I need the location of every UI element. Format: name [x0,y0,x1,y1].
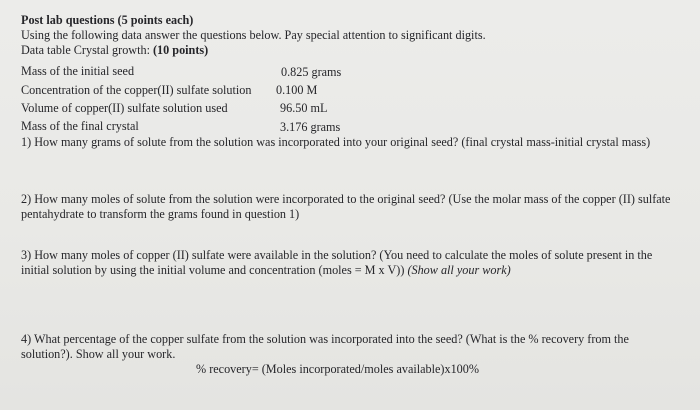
data-row-value: 3.176 grams [280,120,341,134]
data-row-label: Volume of copper(II) sulfate solution used [21,101,228,115]
data-row-label: Concentration of the copper(II) sulfate solution [21,83,252,97]
question-4: 4) What percentage of the copper sulfate from the solution was incorporated into the seed? (What is the % recovery from the solution?). Show all your work. [21,332,629,361]
recovery-formula: % recovery= (Moles incorporated/moles available)x100% [196,362,480,376]
data-table-points: (10 points) [153,43,209,57]
question-3-text: 3) How many moles of copper (II) sulfate were available in the solution? (You need to calculate the moles of solute present in the initial solution by using the initial volume and concentration (moles = M x V)) [21,248,653,277]
question-3 [21,248,681,278]
data-row-value: 0.825 grams [281,65,342,79]
question-1: 1) How many grams of solute from the solution was incorporated into your original seed? (final crystal mass-initial crystal mass) [21,135,651,149]
worksheet-title: Post lab questions (5 points each) [21,13,194,27]
question-2: 2) How many moles of solute from the solution were incorporated to the original seed? (Use the molar mass of the copper (II) sulfate pentahydrate to transform the grams found in question 1) [21,192,671,221]
data-row-label: Mass of the final crystal [21,119,139,133]
data-row-value: 0.100 M [276,83,318,97]
instructions-text: Using the following data answer the questions below. Pay special attention to significant digits. [21,28,486,42]
data-row-value: 96.50 mL [280,101,328,115]
data-table-title [21,43,208,57]
question-3-note: (Show all your work) [407,263,511,277]
data-row-label: Mass of the initial seed [21,64,135,78]
data-table-title-text: Data table Crystal growth: [21,43,153,57]
